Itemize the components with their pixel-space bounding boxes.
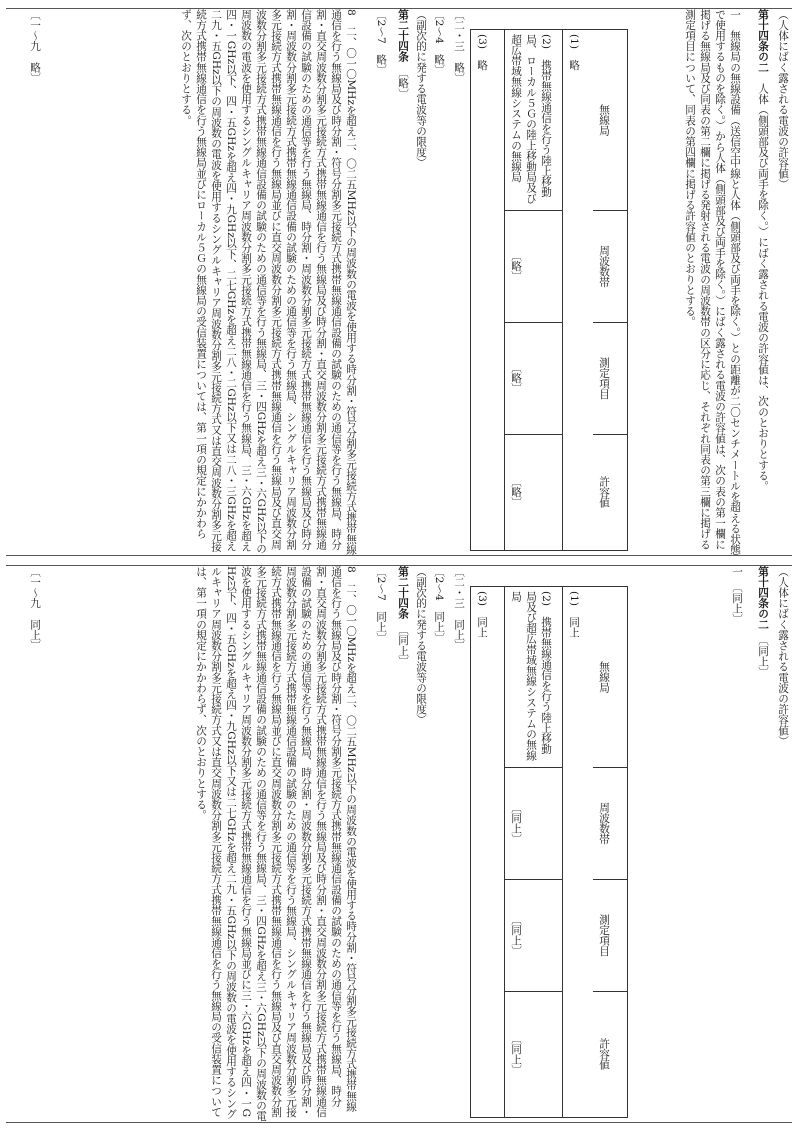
subitems-2-7: 〔2～7 同上〕 xyxy=(375,566,387,644)
header-item: 測定項目 xyxy=(598,356,610,400)
article-24-text: 〔略〕 xyxy=(397,72,409,100)
header-limit: 許容値 xyxy=(598,476,610,508)
row-2-band: 〔略〕 xyxy=(510,250,522,282)
article-14-2-line xyxy=(750,9,770,555)
row-3-station: (3) 同上 xyxy=(476,591,488,638)
paragraph-8: 8 二、〇一〇MHzを超え二、〇二五MHz以下の周波数の電波を使用する時分割・符号分割多元接続方式携帯無線通信を行う無線局及び時分割・符号分割多元接続方式携帯無線通信設備の試験のための通信等を行う無線局、時分割・直交周波数分割多元接続方式携帯無線通信を行う無線局及び時分割・直交周波数分割多元接続方式携帯無線通信設備の試験のための通信等を行う無線局、時分割・周波数分割多元接続方式携帯無線通信を行う無線局及び時分割・周波数分割多元接続方式携帯無線通信設備の試験のための通信等を行う無線局、シングルキャリア周波数分割多元接続方式携帯無線通信を行う無線局並びに直交周波数分割多元接続方式携帯無線通信を行う無線局及び直交周波数分割多元接続方式携帯無線通信設備の試験のための通信等を行う無線局、三・四GHzを超え三・六GHz以下の周波数の電波を使用するシングルキャリア周波数分割多元接続方式携帯無線通信を行う無線局並びに三・六GHzを超え四・一GHz以下、四・五GHzを超え四・九GHz以下又は二七GHzを超え二九・五GHz以下の周波数の電波を使用するシングルキャリア周波数分割多元接続方式又は直交周波数分割多元接続方式携帯無線通信を行う無線局の受信装置については、第一項の規定にかかわらず、次のとおりとする。 xyxy=(195,566,357,1122)
header-station: 無線局 xyxy=(598,661,610,693)
current-text-section xyxy=(6,565,792,1123)
row-3-station: (3) 略 xyxy=(476,34,488,71)
table-row-1 xyxy=(593,587,627,1117)
subitems-2-4: 〔2～4 略〕 xyxy=(433,9,445,76)
header-station: 無線局 xyxy=(598,104,610,136)
header-band: 周波数帯 xyxy=(598,801,610,845)
row-1-station: (1) 略 xyxy=(568,34,580,71)
table-row-item-3 xyxy=(470,30,505,550)
caption-radiation-limits: （人体にばく露される電波の許容値） xyxy=(777,9,789,190)
caption-spurious: （副次的に発する電波等の限度） xyxy=(415,566,427,725)
article-14-2-line xyxy=(750,566,770,1122)
row-2-station: (2) 携帯無線通信を行う陸上移動局、ローカル５Ｇの陸上移動局及び超広帯域無線システムの無線局 xyxy=(510,34,552,204)
table-row-item-3 xyxy=(470,587,505,1117)
article-heading: 第十四条の二 xyxy=(757,566,769,630)
caption-spurious: （副次的に発する電波等の限度） xyxy=(415,9,427,168)
subitems-2-3: 〔二・三 略〕 xyxy=(453,9,465,84)
paragraph-1: 一 無線局の無線設備（送信空中線と人体（側頭部及び両手を除く。）との距離が二〇センチメートルを超える状態で使用するものを除く。）から人体（側頭部及び両手を除く。）にばく露される電波の許容値は、次の表の第一欄に掲げる無線局及び同表の第二欄に掲げる発射される電波の周波数帯の区分に応じ、それぞれ同表の第三欄に掲げる測定項目について、同表の第四欄に掲げる許容値のとおりとする。 xyxy=(684,9,741,555)
table-row-item-1 xyxy=(562,587,593,1117)
header-item: 測定項目 xyxy=(598,913,610,957)
header-limit: 許容値 xyxy=(598,1038,610,1070)
row-2-item: 〔同上〕 xyxy=(510,913,522,957)
article-24-line xyxy=(390,566,410,1122)
table-row-item-1 xyxy=(562,30,593,550)
subitems-1-9: 〔一～九 略〕 xyxy=(29,9,41,84)
row-2-limit: 〔略〕 xyxy=(510,476,522,508)
article-24-line xyxy=(390,9,410,555)
row-1-station: (1) 同上 xyxy=(568,591,580,638)
caption-radiation-limits: （人体にばく露される電波の許容値） xyxy=(777,566,789,747)
table-row-1 xyxy=(593,30,627,550)
header-band: 周波数帯 xyxy=(598,244,610,288)
table-row-item-2 xyxy=(504,30,563,550)
article-24-heading: 第二十四条 xyxy=(397,9,409,62)
article-lead: 人体（側頭部及び両手を除く。）にばく露される電波の許容値は、次のとおりとする。 xyxy=(757,83,769,492)
subitems-2-4: 〔2～4 同上〕 xyxy=(433,566,445,644)
article-24-heading: 第二十四条 xyxy=(397,566,409,619)
row-2-item: 〔略〕 xyxy=(510,362,522,394)
table-row-item-2 xyxy=(504,587,563,1117)
paragraph-8: 8 二、〇一〇MHzを超え二、〇二五MHz以下の周波数の電波を使用する時分割・符号分割多元接続方式携帯無線通信を行う無線局及び時分割・符号分割多元接続方式携帯無線通信設備の試験のための通信等を行う無線局、時分割・直交周波数分割多元接続方式携帯無線通信を行う無線局及び時分割・直交周波数分割多元接続方式携帯無線通信設備の試験のための通信等を行う無線局、時分割・周波数分割多元接続方式携帯無線通信を行う無線局及び時分割・周波数分割多元接続方式携帯無線通信設備の試験のための通信等を行う無線局、シングルキャリア周波数分割多元接続方式携帯無線通信を行う無線局並びに直交周波数分割多元接続方式携帯無線通信を行う無線局及び直交周波数分割多元接続方式携帯無線通信設備の試験のための通信等を行う無線局、三・四GHzを超え三・六GHz以下の周波数の電波を使用するシングルキャリア周波数分割多元接続方式携帯無線通信を行う無線局、三・六GHzを超え四・一GHz以下、四・五GHzを超え四・九GHz以下、二七GHzを超え二八・二GHz以下又は二八・三GHzを超え二九・五GHz以下の周波数の電波を使用するシングルキャリア周波数分割多元接続方式又は直交周波数分割多元接続方式携帯無線通信を行う無線局並びにローカル５Ｇの無線局の受信装置については、第一項の規定にかかわらず、次のとおりとする。 xyxy=(180,9,357,555)
article-heading: 第十四条の二 xyxy=(757,9,769,73)
paragraph-1: 一 〔同上〕 xyxy=(731,566,743,625)
article-24-text: 〔同上〕 xyxy=(397,629,409,667)
radio-station-table xyxy=(470,586,628,1118)
row-2-station: (2) 携帯無線通信を行う陸上移動局及び超広帯域無線システムの無線局 xyxy=(510,591,552,761)
radio-station-table xyxy=(470,29,628,551)
subitems-2-3: 〔二・三 同上〕 xyxy=(453,566,465,651)
article-lead: 〔同上〕 xyxy=(757,640,769,678)
row-2-limit: 〔同上〕 xyxy=(510,1032,522,1076)
row-2-band: 〔同上〕 xyxy=(510,801,522,845)
amended-text-section xyxy=(6,8,792,556)
subitems-2-7: 〔2～7 略〕 xyxy=(375,9,387,76)
subitems-1-9: 〔一～九 同上〕 xyxy=(29,566,41,651)
